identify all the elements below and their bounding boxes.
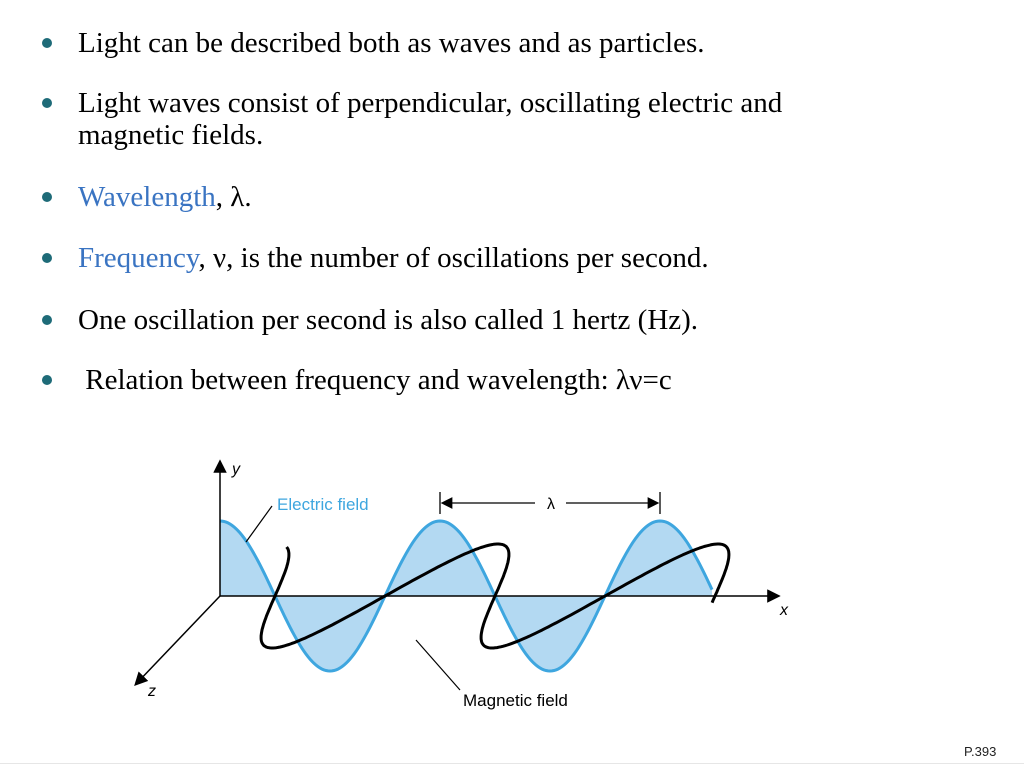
bottom-divider <box>0 763 1024 764</box>
page-number: P.393 <box>964 744 997 759</box>
bullet-text-line1: Light waves consist of perpendicular, oscillating electric and <box>78 87 783 119</box>
bullet-text: Light can be described both as waves and as particles. <box>78 27 705 59</box>
magnetic-field-label: Magnetic field <box>463 691 568 710</box>
bullet-text: , λ. <box>215 181 252 213</box>
bullet-text: , ν, is the number of oscillations per second. <box>198 242 709 274</box>
electric-field-label: Electric field <box>277 495 369 514</box>
bullet-text: One oscillation per second is also called 1 hertz (Hz). <box>78 304 699 336</box>
y-axis-label: y <box>232 461 240 478</box>
bullet-text-line2: magnetic fields. <box>78 119 264 151</box>
wavelength-label: λ <box>547 496 555 513</box>
bullet-text: Relation between frequency and wavelength: λν=c <box>78 364 672 396</box>
term-wavelength: Wavelength <box>78 181 216 213</box>
x-axis-label: x <box>780 602 788 619</box>
magnetic-field-leader <box>416 640 460 690</box>
z-axis-label: z <box>148 683 156 700</box>
electric-field-leader <box>246 506 272 542</box>
term-frequency: Frequency <box>78 242 199 274</box>
z-axis-line <box>136 596 220 684</box>
wavelength-indicator <box>440 492 660 514</box>
